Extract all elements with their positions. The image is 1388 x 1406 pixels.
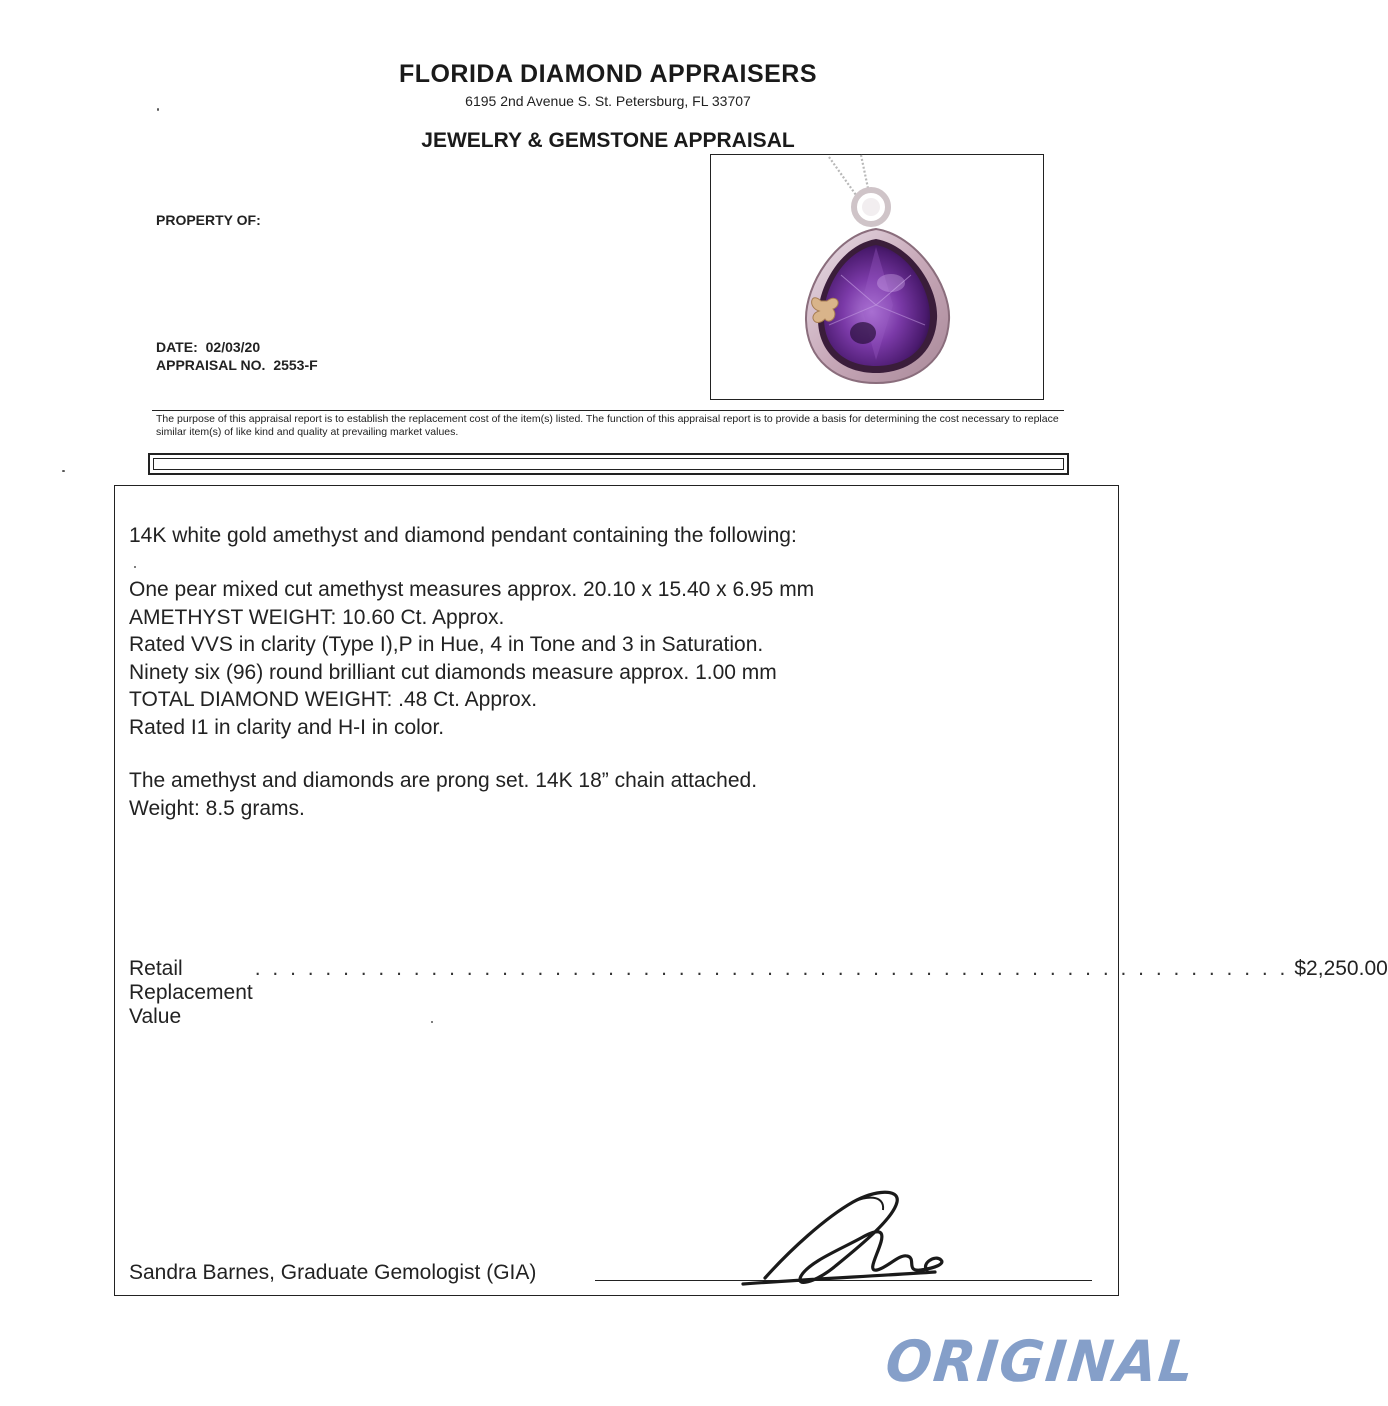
setting-details <box>129 767 757 822</box>
detail-line: One pear mixed cut amethyst measures approx. 20.10 x 15.40 x 6.95 mm <box>129 578 815 601</box>
date-field <box>156 339 260 355</box>
section-divider-box <box>148 453 1069 475</box>
detail-line: Ninety six (96) round brilliant cut diamonds measure approx. 1.00 mm <box>129 660 777 684</box>
item-details <box>129 576 814 741</box>
valuation-amount: $2,250.00 <box>1294 957 1388 980</box>
detail-line: AMETHYST WEIGHT: 10.60 Ct. Approx. <box>129 605 505 629</box>
property-of-label: PROPERTY OF: <box>156 212 261 228</box>
company-name: FLORIDA DIAMOND APPRAISERS <box>398 60 818 88</box>
header-rule <box>152 410 1064 411</box>
document-title: JEWELRY & GEMSTONE APPRAISAL <box>421 129 795 152</box>
detail-line: Rated VVS in clarity (Type I),P in Hue, 4 in Tone and 3 in Saturation. <box>129 633 764 656</box>
setting-line: Weight: 8.5 grams. <box>129 796 305 820</box>
detail-line: TOTAL DIAMOND WEIGHT: .48 Ct. Approx. <box>129 688 538 711</box>
disclaimer-text: The purpose of this appraisal report is to establish the replacement cost of the item(s) listed. The function of this appraisal report is to provide a basis for determining the cost necessary to replace similar item(s) of like kind and quality at prevailing market values. <box>156 413 1059 438</box>
valuation-row <box>129 957 1388 1029</box>
date-label: DATE: <box>156 339 198 355</box>
appraisal-number-value: 2553-F <box>273 357 318 373</box>
pendant-photo <box>710 154 1044 400</box>
date-value: 02/03/20 <box>205 339 261 355</box>
scan-speck <box>62 470 65 472</box>
scan-speck <box>134 566 136 568</box>
detail-line: Rated I1 in clarity and H-I in color. <box>129 715 445 739</box>
appraisal-number-field <box>156 357 318 373</box>
item-intro: 14K white gold amethyst and diamond pendant containing the following: <box>129 524 797 547</box>
valuation-leader: . . . . . . . . . . . . . . . . . . . . . . . . . . . . . . . . . . . . . . . . . . . . . . . . . . . . . . . . . . . <box>254 957 1289 980</box>
scan-speck <box>157 108 159 111</box>
appraiser-name: Sandra Barnes, Graduate Gemologist (GIA) <box>129 1261 537 1284</box>
company-address: 6195 2nd Avenue S. St. Petersburg, FL 33707 <box>465 93 751 109</box>
scan-speck <box>431 1021 433 1023</box>
valuation-label: Retail Replacement Value <box>129 957 253 1028</box>
appraisal-number-label: APPRAISAL NO. <box>156 357 266 373</box>
setting-line: The amethyst and diamonds are prong set. 14K 18” chain attached. <box>129 769 758 792</box>
original-stamp: ORIGINAL <box>882 1328 1199 1395</box>
section-divider-inner <box>153 458 1064 470</box>
pendant-illustration <box>711 155 1045 401</box>
handwritten-signature <box>735 1180 955 1295</box>
